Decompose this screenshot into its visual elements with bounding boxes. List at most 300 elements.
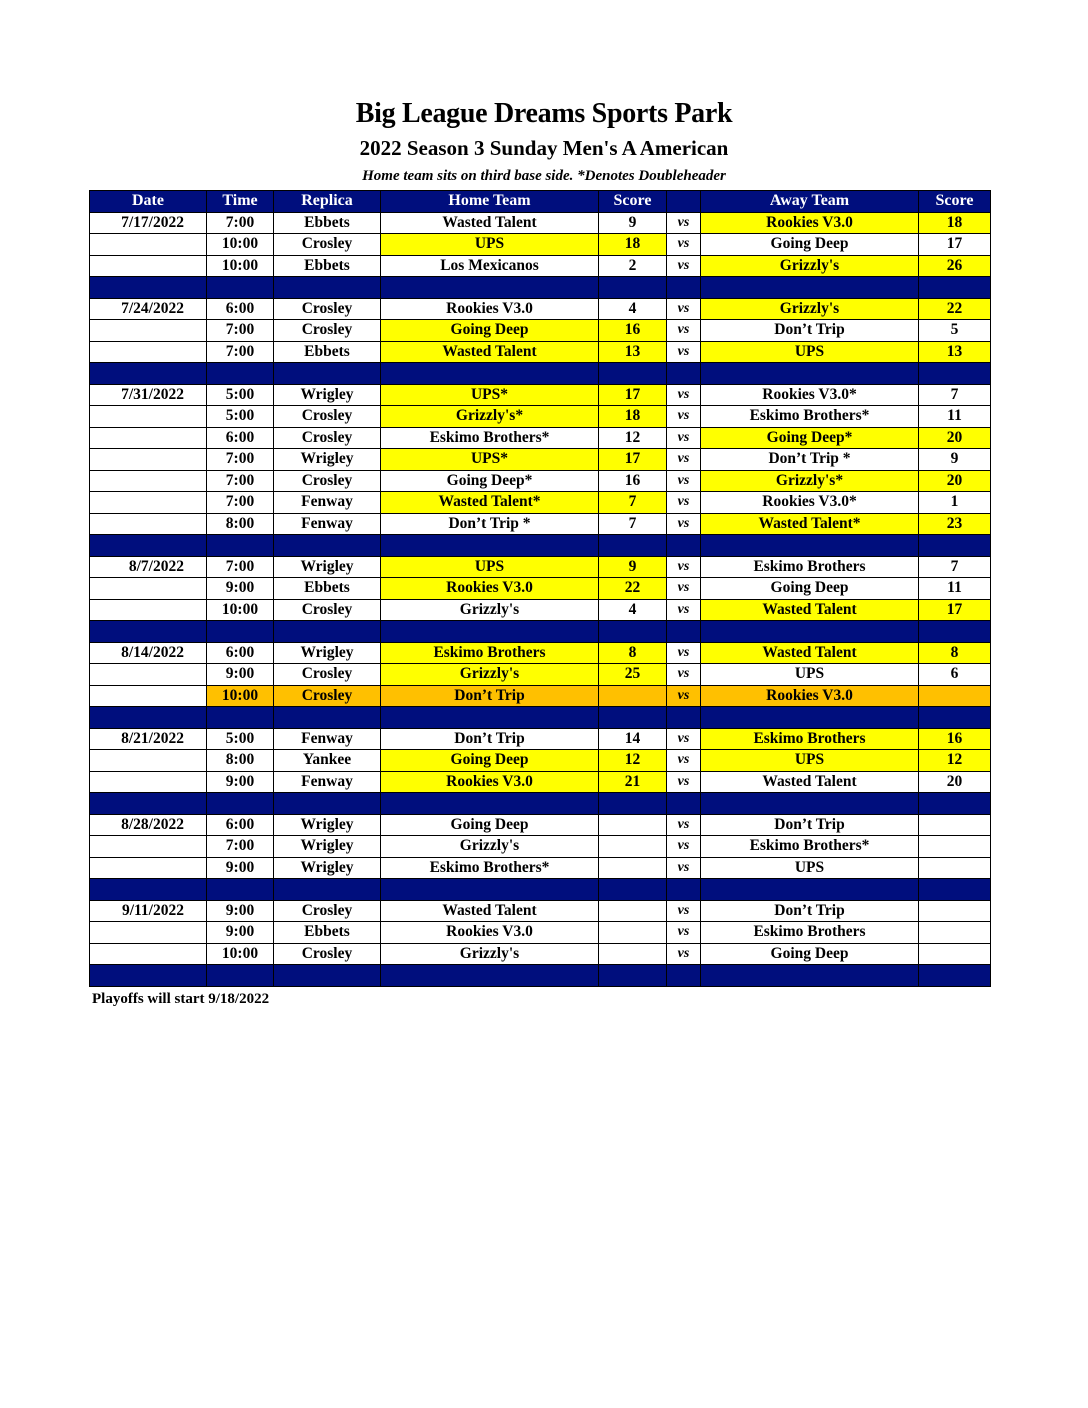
cell-date: 9/11/2022: [90, 900, 207, 922]
cell-replica: Wrigley: [274, 857, 381, 879]
cell-away-score: 17: [919, 234, 991, 256]
separator-cell: [599, 793, 667, 815]
separator-cell: [90, 707, 207, 729]
cell-vs: vs: [667, 556, 701, 578]
cell-away-team: Don’t Trip: [701, 320, 919, 342]
cell-time: 10:00: [207, 234, 274, 256]
table-row: [90, 922, 991, 944]
table-row: [90, 384, 991, 406]
cell-replica: Fenway: [274, 513, 381, 535]
cell-replica: Wrigley: [274, 556, 381, 578]
cell-date: [90, 492, 207, 514]
cell-away-score: 20: [919, 771, 991, 793]
table-row: [90, 449, 991, 471]
cell-vs: vs: [667, 922, 701, 944]
cell-time: 8:00: [207, 750, 274, 772]
cell-time: 9:00: [207, 578, 274, 600]
cell-away-team: Rookies V3.0: [701, 685, 919, 707]
separator-cell: [701, 793, 919, 815]
table-row: [90, 556, 991, 578]
cell-time: 8:00: [207, 513, 274, 535]
cell-home-team: Going Deep: [381, 320, 599, 342]
cell-away-team: Rookies V3.0*: [701, 492, 919, 514]
cell-time: 5:00: [207, 384, 274, 406]
separator-cell: [381, 535, 599, 557]
cell-away-score: 11: [919, 578, 991, 600]
cell-away-score: 17: [919, 599, 991, 621]
cell-home-score: 7: [599, 492, 667, 514]
separator-cell: [274, 965, 381, 987]
cell-vs: vs: [667, 728, 701, 750]
cell-home-team: UPS*: [381, 449, 599, 471]
cell-time: 7:00: [207, 341, 274, 363]
separator-cell: [207, 879, 274, 901]
cell-time: 7:00: [207, 449, 274, 471]
cell-replica: Ebbets: [274, 341, 381, 363]
cell-home-score: 21: [599, 771, 667, 793]
separator-cell: [207, 535, 274, 557]
col-header-home-team: Home Team: [381, 191, 599, 213]
separator-cell: [701, 535, 919, 557]
separator-cell: [274, 535, 381, 557]
cell-vs: vs: [667, 427, 701, 449]
cell-date: [90, 320, 207, 342]
separator-cell: [207, 277, 274, 299]
cell-home-score: [599, 836, 667, 858]
cell-away-score: 11: [919, 406, 991, 428]
separator-cell: [667, 535, 701, 557]
cell-away-score: [919, 814, 991, 836]
cell-away-score: 20: [919, 470, 991, 492]
cell-date: [90, 664, 207, 686]
cell-away-team: UPS: [701, 750, 919, 772]
separator-cell: [381, 277, 599, 299]
cell-home-team: Rookies V3.0: [381, 922, 599, 944]
cell-away-score: 23: [919, 513, 991, 535]
cell-away-team: Rookies V3.0: [701, 212, 919, 234]
cell-home-score: [599, 900, 667, 922]
cell-away-team: Don’t Trip: [701, 814, 919, 836]
col-header-vs: [667, 191, 701, 213]
cell-vs: vs: [667, 320, 701, 342]
cell-time: 5:00: [207, 728, 274, 750]
separator-cell: [274, 879, 381, 901]
table-row: [90, 406, 991, 428]
table-row: [90, 298, 991, 320]
cell-replica: Crosley: [274, 406, 381, 428]
cell-away-team: Eskimo Brothers: [701, 922, 919, 944]
separator-cell: [919, 793, 991, 815]
cell-vs: vs: [667, 900, 701, 922]
cell-home-score: 18: [599, 234, 667, 256]
cell-date: 7/31/2022: [90, 384, 207, 406]
separator-cell: [599, 621, 667, 643]
cell-replica: Crosley: [274, 320, 381, 342]
separator-cell: [90, 879, 207, 901]
cell-away-team: Going Deep: [701, 578, 919, 600]
cell-date: [90, 922, 207, 944]
cell-date: 8/21/2022: [90, 728, 207, 750]
cell-vs: vs: [667, 298, 701, 320]
col-header-away-team: Away Team: [701, 191, 919, 213]
table-row: [90, 900, 991, 922]
cell-home-score: 17: [599, 449, 667, 471]
cell-replica: Crosley: [274, 943, 381, 965]
cell-replica: Ebbets: [274, 922, 381, 944]
cell-home-team: UPS: [381, 556, 599, 578]
cell-home-score: 16: [599, 320, 667, 342]
cell-date: [90, 599, 207, 621]
separator-cell: [381, 879, 599, 901]
cell-away-team: UPS: [701, 857, 919, 879]
cell-home-score: 17: [599, 384, 667, 406]
table-row: [90, 427, 991, 449]
cell-home-score: [599, 685, 667, 707]
cell-time: 7:00: [207, 556, 274, 578]
separator-cell: [667, 363, 701, 385]
separator-cell: [381, 707, 599, 729]
cell-away-score: 1: [919, 492, 991, 514]
cell-time: 9:00: [207, 857, 274, 879]
cell-vs: vs: [667, 664, 701, 686]
cell-time: 7:00: [207, 836, 274, 858]
cell-vs: vs: [667, 384, 701, 406]
cell-away-team: UPS: [701, 341, 919, 363]
cell-away-team: Going Deep: [701, 943, 919, 965]
cell-vs: vs: [667, 406, 701, 428]
separator-cell: [667, 793, 701, 815]
separator-cell: [381, 621, 599, 643]
cell-home-score: 4: [599, 298, 667, 320]
table-row: [90, 234, 991, 256]
cell-vs: vs: [667, 212, 701, 234]
cell-away-team: Grizzly's*: [701, 470, 919, 492]
separator-cell: [274, 793, 381, 815]
cell-vs: vs: [667, 642, 701, 664]
cell-vs: vs: [667, 836, 701, 858]
cell-away-team: Wasted Talent: [701, 599, 919, 621]
cell-date: [90, 449, 207, 471]
table-row: [90, 255, 991, 277]
cell-replica: Wrigley: [274, 449, 381, 471]
cell-home-team: Wasted Talent: [381, 900, 599, 922]
cell-home-team: Going Deep*: [381, 470, 599, 492]
cell-vs: vs: [667, 449, 701, 471]
cell-away-team: Don’t Trip: [701, 900, 919, 922]
cell-home-score: 16: [599, 470, 667, 492]
cell-home-team: Don’t Trip: [381, 685, 599, 707]
cell-home-team: Grizzly's: [381, 664, 599, 686]
cell-replica: Fenway: [274, 771, 381, 793]
cell-time: 10:00: [207, 685, 274, 707]
cell-away-team: Eskimo Brothers*: [701, 406, 919, 428]
doubleheader-note: Home team sits on third base side. *Denotes Doubleheader: [362, 168, 726, 184]
cell-away-team: Wasted Talent*: [701, 513, 919, 535]
cell-home-team: Los Mexicanos: [381, 255, 599, 277]
cell-vs: vs: [667, 857, 701, 879]
page-subtitle: 2022 Season 3 Sunday Men's A American: [359, 136, 729, 160]
separator-cell: [599, 707, 667, 729]
separator-row: [90, 277, 991, 299]
separator-cell: [919, 535, 991, 557]
separator-cell: [599, 277, 667, 299]
separator-cell: [599, 535, 667, 557]
table-row: [90, 771, 991, 793]
cell-home-team: Wasted Talent*: [381, 492, 599, 514]
cell-home-team: UPS: [381, 234, 599, 256]
cell-away-team: UPS: [701, 664, 919, 686]
separator-cell: [90, 277, 207, 299]
cell-home-team: Eskimo Brothers: [381, 642, 599, 664]
cell-home-team: Don’t Trip *: [381, 513, 599, 535]
cell-vs: vs: [667, 341, 701, 363]
cell-away-team: Don’t Trip *: [701, 449, 919, 471]
cell-date: 7/24/2022: [90, 298, 207, 320]
cell-away-score: 16: [919, 728, 991, 750]
separator-cell: [667, 879, 701, 901]
cell-home-score: 14: [599, 728, 667, 750]
cell-date: 7/17/2022: [90, 212, 207, 234]
separator-cell: [919, 363, 991, 385]
cell-home-score: [599, 922, 667, 944]
cell-replica: Yankee: [274, 750, 381, 772]
cell-away-score: [919, 943, 991, 965]
cell-replica: Wrigley: [274, 836, 381, 858]
cell-home-score: [599, 943, 667, 965]
cell-replica: Wrigley: [274, 814, 381, 836]
cell-vs: vs: [667, 513, 701, 535]
cell-home-score: 2: [599, 255, 667, 277]
cell-away-team: Grizzly's: [701, 255, 919, 277]
cell-away-score: [919, 900, 991, 922]
page-title: Big League Dreams Sports Park: [355, 98, 733, 129]
separator-cell: [274, 277, 381, 299]
cell-time: 7:00: [207, 470, 274, 492]
cell-away-team: Going Deep: [701, 234, 919, 256]
cell-home-team: Eskimo Brothers*: [381, 427, 599, 449]
separator-cell: [274, 707, 381, 729]
cell-time: 6:00: [207, 814, 274, 836]
cell-date: [90, 857, 207, 879]
separator-cell: [90, 621, 207, 643]
cell-replica: Crosley: [274, 664, 381, 686]
cell-time: 6:00: [207, 642, 274, 664]
separator-cell: [919, 277, 991, 299]
cell-replica: Fenway: [274, 492, 381, 514]
col-header-date: Date: [90, 191, 207, 213]
cell-vs: vs: [667, 492, 701, 514]
cell-date: [90, 341, 207, 363]
separator-cell: [919, 707, 991, 729]
cell-vs: vs: [667, 771, 701, 793]
cell-away-score: 22: [919, 298, 991, 320]
separator-cell: [90, 793, 207, 815]
separator-cell: [274, 621, 381, 643]
cell-date: [90, 836, 207, 858]
cell-away-score: [919, 857, 991, 879]
cell-away-score: 18: [919, 212, 991, 234]
cell-time: 10:00: [207, 599, 274, 621]
cell-home-score: 9: [599, 556, 667, 578]
table-row: [90, 836, 991, 858]
table-row: [90, 664, 991, 686]
cell-time: 9:00: [207, 771, 274, 793]
cell-vs: vs: [667, 470, 701, 492]
cell-date: 8/7/2022: [90, 556, 207, 578]
table-row: [90, 642, 991, 664]
col-header-away-score: Score: [919, 191, 991, 213]
cell-away-team: Eskimo Brothers: [701, 556, 919, 578]
separator-cell: [274, 363, 381, 385]
cell-date: [90, 750, 207, 772]
cell-home-team: Wasted Talent: [381, 341, 599, 363]
playoffs-note: Playoffs will start 9/18/2022: [92, 991, 270, 1007]
separator-cell: [207, 965, 274, 987]
cell-home-score: 4: [599, 599, 667, 621]
cell-away-score: 7: [919, 384, 991, 406]
table-row: [90, 857, 991, 879]
cell-away-score: 26: [919, 255, 991, 277]
separator-cell: [599, 965, 667, 987]
cell-date: 8/28/2022: [90, 814, 207, 836]
separator-cell: [381, 965, 599, 987]
cell-date: [90, 943, 207, 965]
separator-row: [90, 707, 991, 729]
cell-home-team: Grizzly's: [381, 836, 599, 858]
cell-vs: vs: [667, 685, 701, 707]
cell-home-team: Rookies V3.0: [381, 298, 599, 320]
separator-row: [90, 363, 991, 385]
cell-time: 7:00: [207, 320, 274, 342]
cell-date: [90, 427, 207, 449]
separator-row: [90, 793, 991, 815]
cell-date: [90, 255, 207, 277]
cell-date: [90, 578, 207, 600]
cell-date: [90, 234, 207, 256]
cell-home-team: Rookies V3.0: [381, 578, 599, 600]
col-header-replica: Replica: [274, 191, 381, 213]
cell-time: 9:00: [207, 664, 274, 686]
cell-replica: Crosley: [274, 298, 381, 320]
separator-cell: [207, 707, 274, 729]
cell-replica: Crosley: [274, 427, 381, 449]
cell-date: [90, 470, 207, 492]
separator-cell: [667, 965, 701, 987]
cell-home-team: Grizzly's: [381, 599, 599, 621]
schedule-table: [89, 190, 991, 987]
cell-replica: Ebbets: [274, 578, 381, 600]
table-row: [90, 513, 991, 535]
cell-away-score: 12: [919, 750, 991, 772]
separator-cell: [919, 621, 991, 643]
table-header-row: [90, 191, 991, 213]
cell-replica: Crosley: [274, 599, 381, 621]
separator-cell: [207, 363, 274, 385]
separator-cell: [90, 965, 207, 987]
cell-home-team: Rookies V3.0: [381, 771, 599, 793]
cell-time: 7:00: [207, 212, 274, 234]
separator-cell: [701, 621, 919, 643]
cell-away-score: 6: [919, 664, 991, 686]
separator-cell: [90, 535, 207, 557]
cell-home-team: Eskimo Brothers*: [381, 857, 599, 879]
cell-home-team: Wasted Talent: [381, 212, 599, 234]
table-row: [90, 728, 991, 750]
separator-cell: [701, 277, 919, 299]
separator-row: [90, 965, 991, 987]
cell-vs: vs: [667, 234, 701, 256]
cell-vs: vs: [667, 578, 701, 600]
cell-date: [90, 513, 207, 535]
cell-home-team: Going Deep: [381, 814, 599, 836]
col-header-home-score: Score: [599, 191, 667, 213]
table-row: [90, 578, 991, 600]
cell-vs: vs: [667, 943, 701, 965]
cell-home-score: [599, 857, 667, 879]
cell-home-score: 22: [599, 578, 667, 600]
separator-cell: [599, 879, 667, 901]
separator-cell: [667, 621, 701, 643]
cell-away-team: Wasted Talent: [701, 771, 919, 793]
cell-time: 5:00: [207, 406, 274, 428]
cell-replica: Wrigley: [274, 642, 381, 664]
cell-away-score: 9: [919, 449, 991, 471]
table-row: [90, 212, 991, 234]
separator-cell: [919, 879, 991, 901]
separator-cell: [667, 707, 701, 729]
cell-replica: Ebbets: [274, 255, 381, 277]
cell-time: 6:00: [207, 298, 274, 320]
cell-away-team: Eskimo Brothers*: [701, 836, 919, 858]
table-row: [90, 814, 991, 836]
cell-home-team: Don’t Trip: [381, 728, 599, 750]
cell-time: 7:00: [207, 492, 274, 514]
cell-date: [90, 406, 207, 428]
cell-away-team: Going Deep*: [701, 427, 919, 449]
cell-away-score: 20: [919, 427, 991, 449]
cell-away-score: [919, 685, 991, 707]
separator-cell: [381, 363, 599, 385]
cell-home-score: 12: [599, 427, 667, 449]
cell-away-score: 8: [919, 642, 991, 664]
separator-cell: [207, 621, 274, 643]
table-row: [90, 320, 991, 342]
cell-replica: Crosley: [274, 900, 381, 922]
cell-home-score: 9: [599, 212, 667, 234]
cell-time: 6:00: [207, 427, 274, 449]
cell-replica: Ebbets: [274, 212, 381, 234]
cell-home-score: 13: [599, 341, 667, 363]
separator-cell: [701, 707, 919, 729]
table-row: [90, 492, 991, 514]
cell-home-team: UPS*: [381, 384, 599, 406]
table-row: [90, 470, 991, 492]
cell-away-score: 13: [919, 341, 991, 363]
cell-date: 8/14/2022: [90, 642, 207, 664]
cell-away-score: 5: [919, 320, 991, 342]
table-row: [90, 685, 991, 707]
cell-vs: vs: [667, 599, 701, 621]
table-row: [90, 341, 991, 363]
separator-row: [90, 879, 991, 901]
cell-home-team: Grizzly's: [381, 943, 599, 965]
cell-home-score: 7: [599, 513, 667, 535]
cell-date: [90, 771, 207, 793]
table-row: [90, 750, 991, 772]
cell-home-score: 12: [599, 750, 667, 772]
separator-cell: [701, 965, 919, 987]
separator-cell: [919, 965, 991, 987]
